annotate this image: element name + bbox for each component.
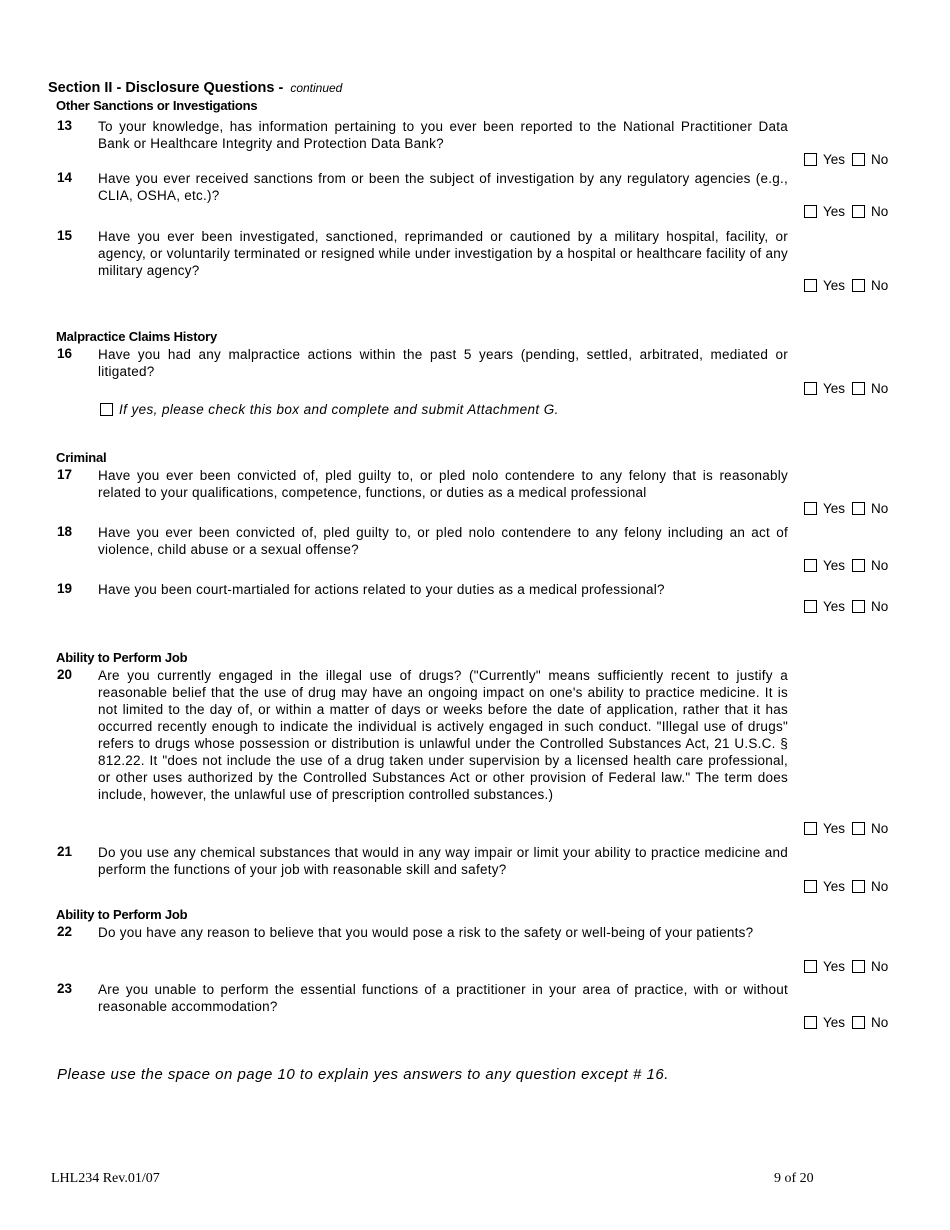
heading-criminal: Criminal — [56, 450, 107, 465]
question-number: 20 — [57, 667, 73, 682]
no-label: No — [871, 958, 889, 974]
yes-checkbox[interactable] — [804, 502, 817, 515]
yes-checkbox[interactable] — [804, 279, 817, 292]
yes-label: Yes — [823, 557, 846, 573]
yes-no-group — [804, 557, 888, 573]
yes-label: Yes — [823, 151, 846, 167]
no-checkbox[interactable] — [852, 960, 865, 973]
question-text: Are you unable to perform the essential functions of a practitioner in your area of practice, with or without reasonable accommodation? — [98, 982, 788, 1014]
explain-note: Please use the space on page 10 to explain yes answers to any question except # 16. — [57, 1066, 669, 1083]
question-text: Have you ever been investigated, sanctioned, reprimanded or cautioned by a military hospital, facility, or agency, or voluntarily terminated or resigned while under investigation by a hospital or healthcare facility of any military agency? — [98, 229, 788, 278]
section-continued: continued — [290, 81, 343, 95]
yes-no-group — [804, 380, 888, 396]
attachment-g-row — [100, 402, 559, 417]
no-checkbox[interactable] — [852, 279, 865, 292]
no-checkbox[interactable] — [852, 153, 865, 166]
form-id: LHL234 Rev.01/07 — [51, 1171, 160, 1186]
question-number: 21 — [57, 844, 73, 859]
yes-checkbox[interactable] — [804, 153, 817, 166]
yes-no-group — [804, 203, 888, 219]
no-checkbox[interactable] — [852, 1016, 865, 1029]
heading-ability-to-perform-2: Ability to Perform Job — [56, 907, 188, 922]
yes-checkbox[interactable] — [804, 960, 817, 973]
no-label: No — [871, 557, 889, 573]
section-title — [48, 80, 342, 96]
no-checkbox[interactable] — [852, 205, 865, 218]
no-checkbox[interactable] — [852, 600, 865, 613]
yes-label: Yes — [823, 380, 846, 396]
no-checkbox[interactable] — [852, 382, 865, 395]
no-label: No — [871, 500, 889, 516]
question-number: 23 — [57, 981, 73, 996]
yes-no-group — [804, 598, 888, 614]
question-text: Have you ever received sanctions from or been the subject of investigation by any regulatory agencies (e.g., CLIA, OSHA, etc.)? — [98, 171, 788, 203]
no-checkbox[interactable] — [852, 502, 865, 515]
question-text: Do you have any reason to believe that you would pose a risk to the safety or well-being of your patients? — [98, 925, 754, 940]
no-checkbox[interactable] — [852, 822, 865, 835]
question-text: Do you use any chemical substances that would in any way impair or limit your ability to practice medicine and perform the functions of your job with reasonable skill and safety? — [98, 845, 788, 877]
question-text: Have you ever been convicted of, pled guilty to, or pled nolo contendere to any felony that is reasonably related to your qualifications, competence, functions, or duties as a medical professional — [98, 468, 788, 500]
yes-no-group — [804, 958, 888, 974]
yes-checkbox[interactable] — [804, 1016, 817, 1029]
yes-checkbox[interactable] — [804, 382, 817, 395]
yes-no-group — [804, 820, 888, 836]
no-label: No — [871, 277, 889, 293]
no-label: No — [871, 203, 889, 219]
yes-label: Yes — [823, 878, 846, 894]
no-checkbox[interactable] — [852, 880, 865, 893]
yes-checkbox[interactable] — [804, 600, 817, 613]
yes-no-group — [804, 277, 888, 293]
no-label: No — [871, 820, 889, 836]
yes-checkbox[interactable] — [804, 205, 817, 218]
question-text: To your knowledge, has information pertaining to you ever been reported to the National Practitioner Data Bank or Healthcare Integrity and Protection Data Bank? — [98, 119, 788, 151]
yes-no-group — [804, 878, 888, 894]
no-label: No — [871, 151, 889, 167]
section-title-text: Section II - Disclosure Questions - — [48, 80, 284, 96]
yes-no-group — [804, 500, 888, 516]
question-number: 14 — [57, 170, 73, 185]
question-text: Are you currently engaged in the illegal use of drugs? ("Currently" means sufficiently recent to justify a reasonable belief that the use of drug may have an ongoing impact on one's ability to practice medicine. It is not limited to the day of, or within a matter of days or weeks before the date of application, rather that it has occurred recently enough to indicate the individual is actively engaged in such conduct. "Illegal use of drugs" refers to drugs whose possession or distribution is unlawful under the Controlled Substances Act, 21 U.S.C. § 812.22. It "does not include the use of a drug taken under supervision by a licensed health care professional, or other uses authorized by the Controlled Substances Act or other provision of Federal law." The term does include, however, the unlawful use of prescription controlled substances.) — [98, 668, 788, 802]
question-number: 19 — [57, 581, 73, 596]
yes-label: Yes — [823, 1014, 846, 1030]
yes-checkbox[interactable] — [804, 559, 817, 572]
question-number: 13 — [57, 118, 73, 133]
question-text: Have you been court-martialed for actions related to your duties as a medical professional? — [98, 582, 665, 597]
question-text: Have you had any malpractice actions within the past 5 years (pending, settled, arbitrated, mediated or litigated? — [98, 347, 788, 379]
question-number: 17 — [57, 467, 73, 482]
question-text: Have you ever been convicted of, pled guilty to, or pled nolo contendere to any felony including an act of violence, child abuse or a sexual offense? — [98, 525, 788, 557]
yes-label: Yes — [823, 500, 846, 516]
yes-label: Yes — [823, 820, 846, 836]
yes-no-group — [804, 151, 888, 167]
attachment-g-note: If yes, please check this box and complete and submit Attachment G. — [119, 402, 559, 417]
question-number: 18 — [57, 524, 73, 539]
question-number: 22 — [57, 924, 73, 939]
yes-label: Yes — [823, 598, 846, 614]
yes-no-group — [804, 1014, 888, 1030]
no-label: No — [871, 598, 889, 614]
yes-label: Yes — [823, 277, 846, 293]
no-checkbox[interactable] — [852, 559, 865, 572]
heading-ability-to-perform: Ability to Perform Job — [56, 650, 188, 665]
no-label: No — [871, 380, 889, 396]
yes-label: Yes — [823, 203, 846, 219]
heading-other-sanctions: Other Sanctions or Investigations — [56, 98, 258, 113]
yes-checkbox[interactable] — [804, 822, 817, 835]
yes-label: Yes — [823, 958, 846, 974]
question-number: 16 — [57, 346, 73, 361]
page-number: 9 of 20 — [774, 1171, 814, 1186]
no-label: No — [871, 1014, 889, 1030]
heading-malpractice: Malpractice Claims History — [56, 329, 217, 344]
yes-checkbox[interactable] — [804, 880, 817, 893]
no-label: No — [871, 878, 889, 894]
attachment-g-checkbox[interactable] — [100, 403, 113, 416]
question-number: 15 — [57, 228, 73, 243]
